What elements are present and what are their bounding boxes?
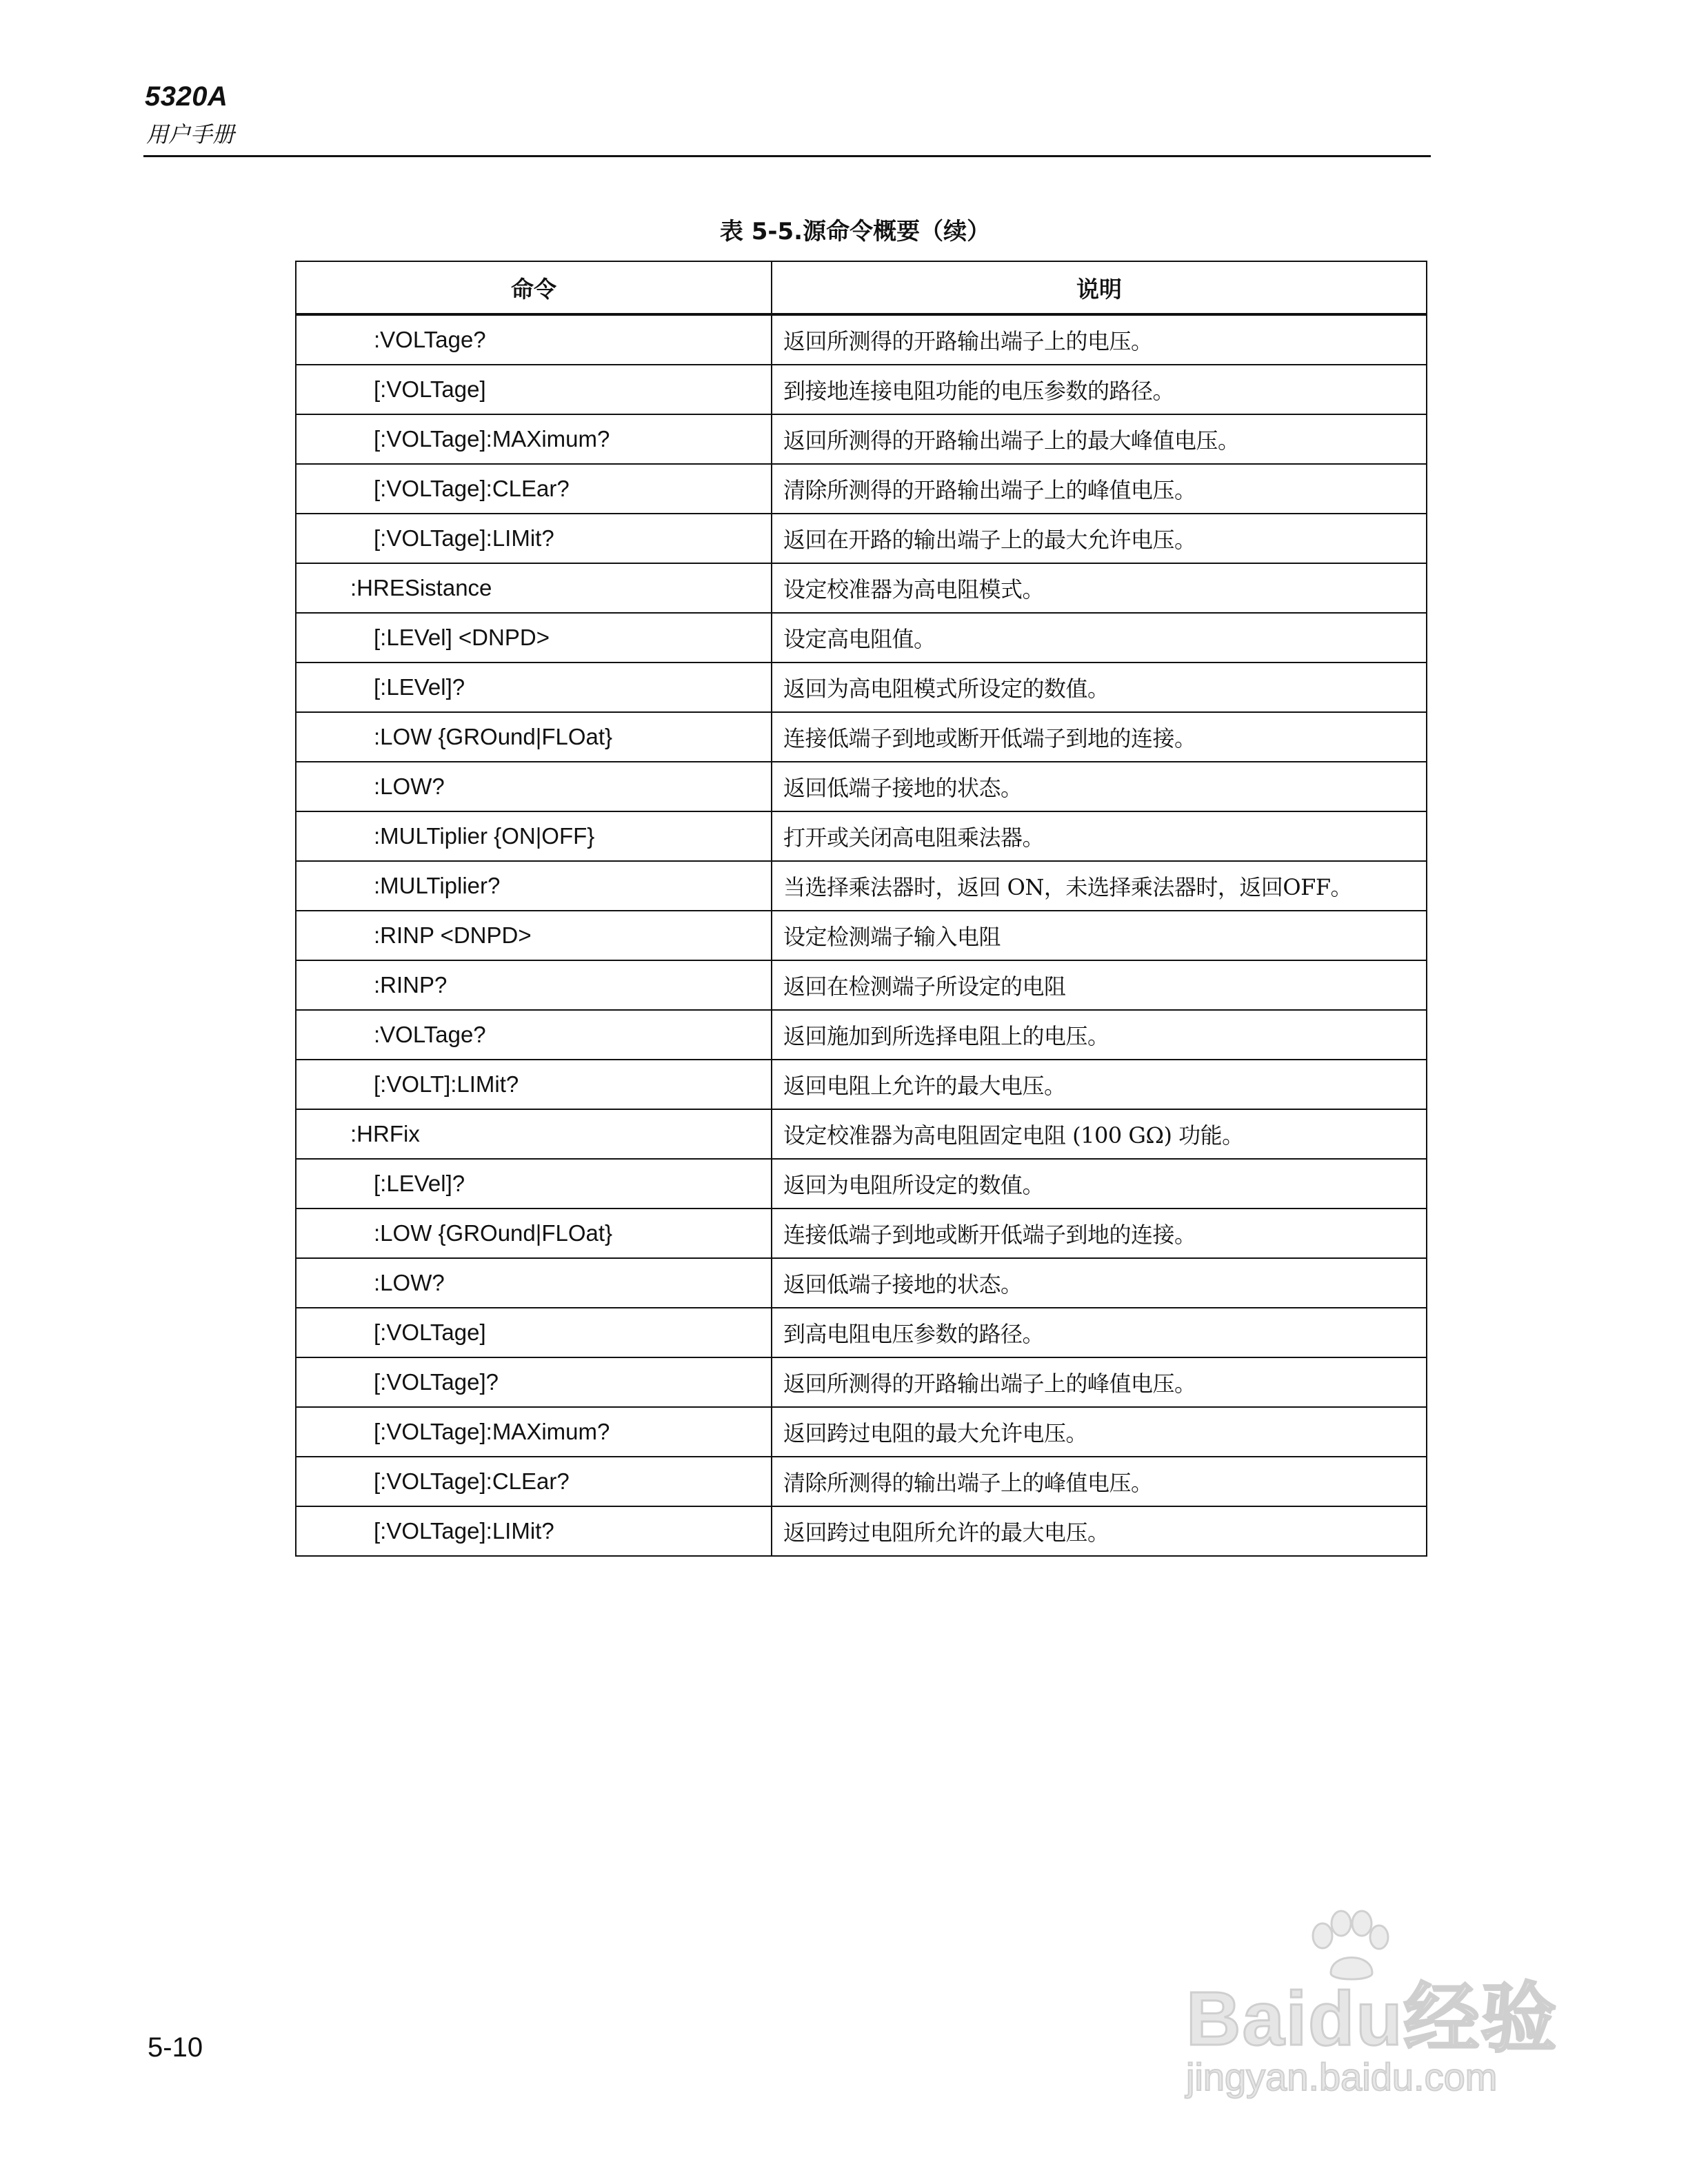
header-divider bbox=[143, 155, 1431, 157]
page-number: 5-10 bbox=[148, 2032, 203, 2063]
description-cell: 设定高电阻值。 bbox=[772, 613, 1427, 663]
command-cell: [:VOLTage]:CLEar? bbox=[296, 464, 772, 514]
command-cell: :RINP <DNPD> bbox=[296, 911, 772, 960]
command-cell: [:VOLTage]:MAXimum? bbox=[296, 414, 772, 464]
baidu-watermark bbox=[1172, 1910, 1586, 2116]
description-cell: 到接地连接电阻功能的电压参数的路径。 bbox=[772, 365, 1427, 414]
table-row bbox=[296, 514, 1427, 563]
table-row bbox=[296, 365, 1427, 414]
command-cell: :LOW? bbox=[296, 762, 772, 811]
command-cell: [:VOLTage] bbox=[296, 1308, 772, 1357]
command-cell: :LOW {GROund|FLOat} bbox=[296, 1209, 772, 1258]
description-cell: 返回所测得的开路输出端子上的峰值电压。 bbox=[772, 1357, 1427, 1407]
table-row bbox=[296, 1010, 1427, 1060]
table-row bbox=[296, 1258, 1427, 1308]
command-cell: :VOLTage? bbox=[296, 1010, 772, 1060]
description-cell: 返回为高电阻模式所设定的数值。 bbox=[772, 663, 1427, 712]
description-cell: 返回为电阻所设定的数值。 bbox=[772, 1159, 1427, 1209]
table-row bbox=[296, 1109, 1427, 1159]
description-cell: 到高电阻电压参数的路径。 bbox=[772, 1308, 1427, 1357]
description-cell: 设定校准器为高电阻固定电阻 (100 GΩ) 功能。 bbox=[772, 1109, 1427, 1159]
description-cell: 连接低端子到地或断开低端子到地的连接。 bbox=[772, 712, 1427, 762]
table-row bbox=[296, 1457, 1427, 1506]
description-cell: 返回低端子接地的状态。 bbox=[772, 762, 1427, 811]
table-row bbox=[296, 314, 1427, 365]
description-cell: 返回在检测端子所设定的电阻 bbox=[772, 960, 1427, 1010]
command-cell: [:VOLTage]:MAXimum? bbox=[296, 1407, 772, 1457]
command-cell: [:VOLT]:LIMit? bbox=[296, 1060, 772, 1109]
table-row bbox=[296, 911, 1427, 960]
description-cell: 返回跨过电阻所允许的最大电压。 bbox=[772, 1506, 1427, 1556]
command-cell: [:VOLTage]:CLEar? bbox=[296, 1457, 772, 1506]
table-body bbox=[296, 314, 1427, 1556]
table-row bbox=[296, 563, 1427, 613]
table-caption: 表 5-5.源命令概要（续） bbox=[719, 218, 991, 245]
description-cell: 返回所测得的开路输出端子上的电压。 bbox=[772, 314, 1427, 365]
command-cell: [:LEVel] <DNPD> bbox=[296, 613, 772, 663]
table-row bbox=[296, 762, 1427, 811]
column-header-command: 命令 bbox=[296, 261, 772, 314]
command-table bbox=[295, 261, 1427, 1557]
command-cell: :LOW? bbox=[296, 1258, 772, 1308]
table-row bbox=[296, 811, 1427, 861]
command-cell: :VOLTage? bbox=[296, 314, 772, 365]
description-cell: 返回施加到所选择电阻上的电压。 bbox=[772, 1010, 1427, 1060]
description-cell: 打开或关闭高电阻乘法器。 bbox=[772, 811, 1427, 861]
description-cell: 设定校准器为高电阻模式。 bbox=[772, 563, 1427, 613]
table-row bbox=[296, 712, 1427, 762]
command-cell: :HRFix bbox=[296, 1109, 772, 1159]
description-cell: 返回所测得的开路输出端子上的最大峰值电压。 bbox=[772, 414, 1427, 464]
description-cell: 返回在开路的输出端子上的最大允许电压。 bbox=[772, 514, 1427, 563]
manual-subtitle: 用户手册 bbox=[146, 121, 235, 148]
command-cell: [:LEVel]? bbox=[296, 1159, 772, 1209]
watermark-main-text: Baidu经验 bbox=[1186, 1976, 1558, 2061]
table-row bbox=[296, 1407, 1427, 1457]
command-cell: :HRESistance bbox=[296, 563, 772, 613]
description-cell: 返回低端子接地的状态。 bbox=[772, 1258, 1427, 1308]
table-row bbox=[296, 464, 1427, 514]
column-header-description: 说明 bbox=[772, 261, 1427, 314]
description-cell: 返回电阻上允许的最大电压。 bbox=[772, 1060, 1427, 1109]
table-row bbox=[296, 613, 1427, 663]
description-cell: 清除所测得的开路输出端子上的峰值电压。 bbox=[772, 464, 1427, 514]
table-row bbox=[296, 1209, 1427, 1258]
command-cell: [:VOLTage]? bbox=[296, 1357, 772, 1407]
table-row bbox=[296, 1159, 1427, 1209]
command-cell: [:VOLTage]:LIMit? bbox=[296, 1506, 772, 1556]
table-row bbox=[296, 663, 1427, 712]
command-cell: [:LEVel]? bbox=[296, 663, 772, 712]
description-cell: 清除所测得的输出端子上的峰值电压。 bbox=[772, 1457, 1427, 1506]
table-row bbox=[296, 861, 1427, 911]
description-cell: 连接低端子到地或断开低端子到地的连接。 bbox=[772, 1209, 1427, 1258]
table-row bbox=[296, 414, 1427, 464]
table-row bbox=[296, 1506, 1427, 1556]
table-row bbox=[296, 1060, 1427, 1109]
manual-model: 5320A bbox=[145, 81, 228, 112]
table-row bbox=[296, 1357, 1427, 1407]
description-cell: 当选择乘法器时，返回 ON，未选择乘法器时，返回OFF。 bbox=[772, 861, 1427, 911]
command-cell: :MULTiplier? bbox=[296, 861, 772, 911]
table-row bbox=[296, 1308, 1427, 1357]
command-cell: :MULTiplier {ON|OFF} bbox=[296, 811, 772, 861]
description-cell: 返回跨过电阻的最大允许电压。 bbox=[772, 1407, 1427, 1457]
command-cell: :RINP? bbox=[296, 960, 772, 1010]
description-cell: 设定检测端子输入电阻 bbox=[772, 911, 1427, 960]
command-cell: [:VOLTage]:LIMit? bbox=[296, 514, 772, 563]
command-cell: [:VOLTage] bbox=[296, 365, 772, 414]
command-cell: :LOW {GROund|FLOat} bbox=[296, 712, 772, 762]
watermark-url: jingyan.baidu.com bbox=[1186, 2055, 1498, 2099]
table-row bbox=[296, 960, 1427, 1010]
table-header-row bbox=[296, 261, 1427, 314]
